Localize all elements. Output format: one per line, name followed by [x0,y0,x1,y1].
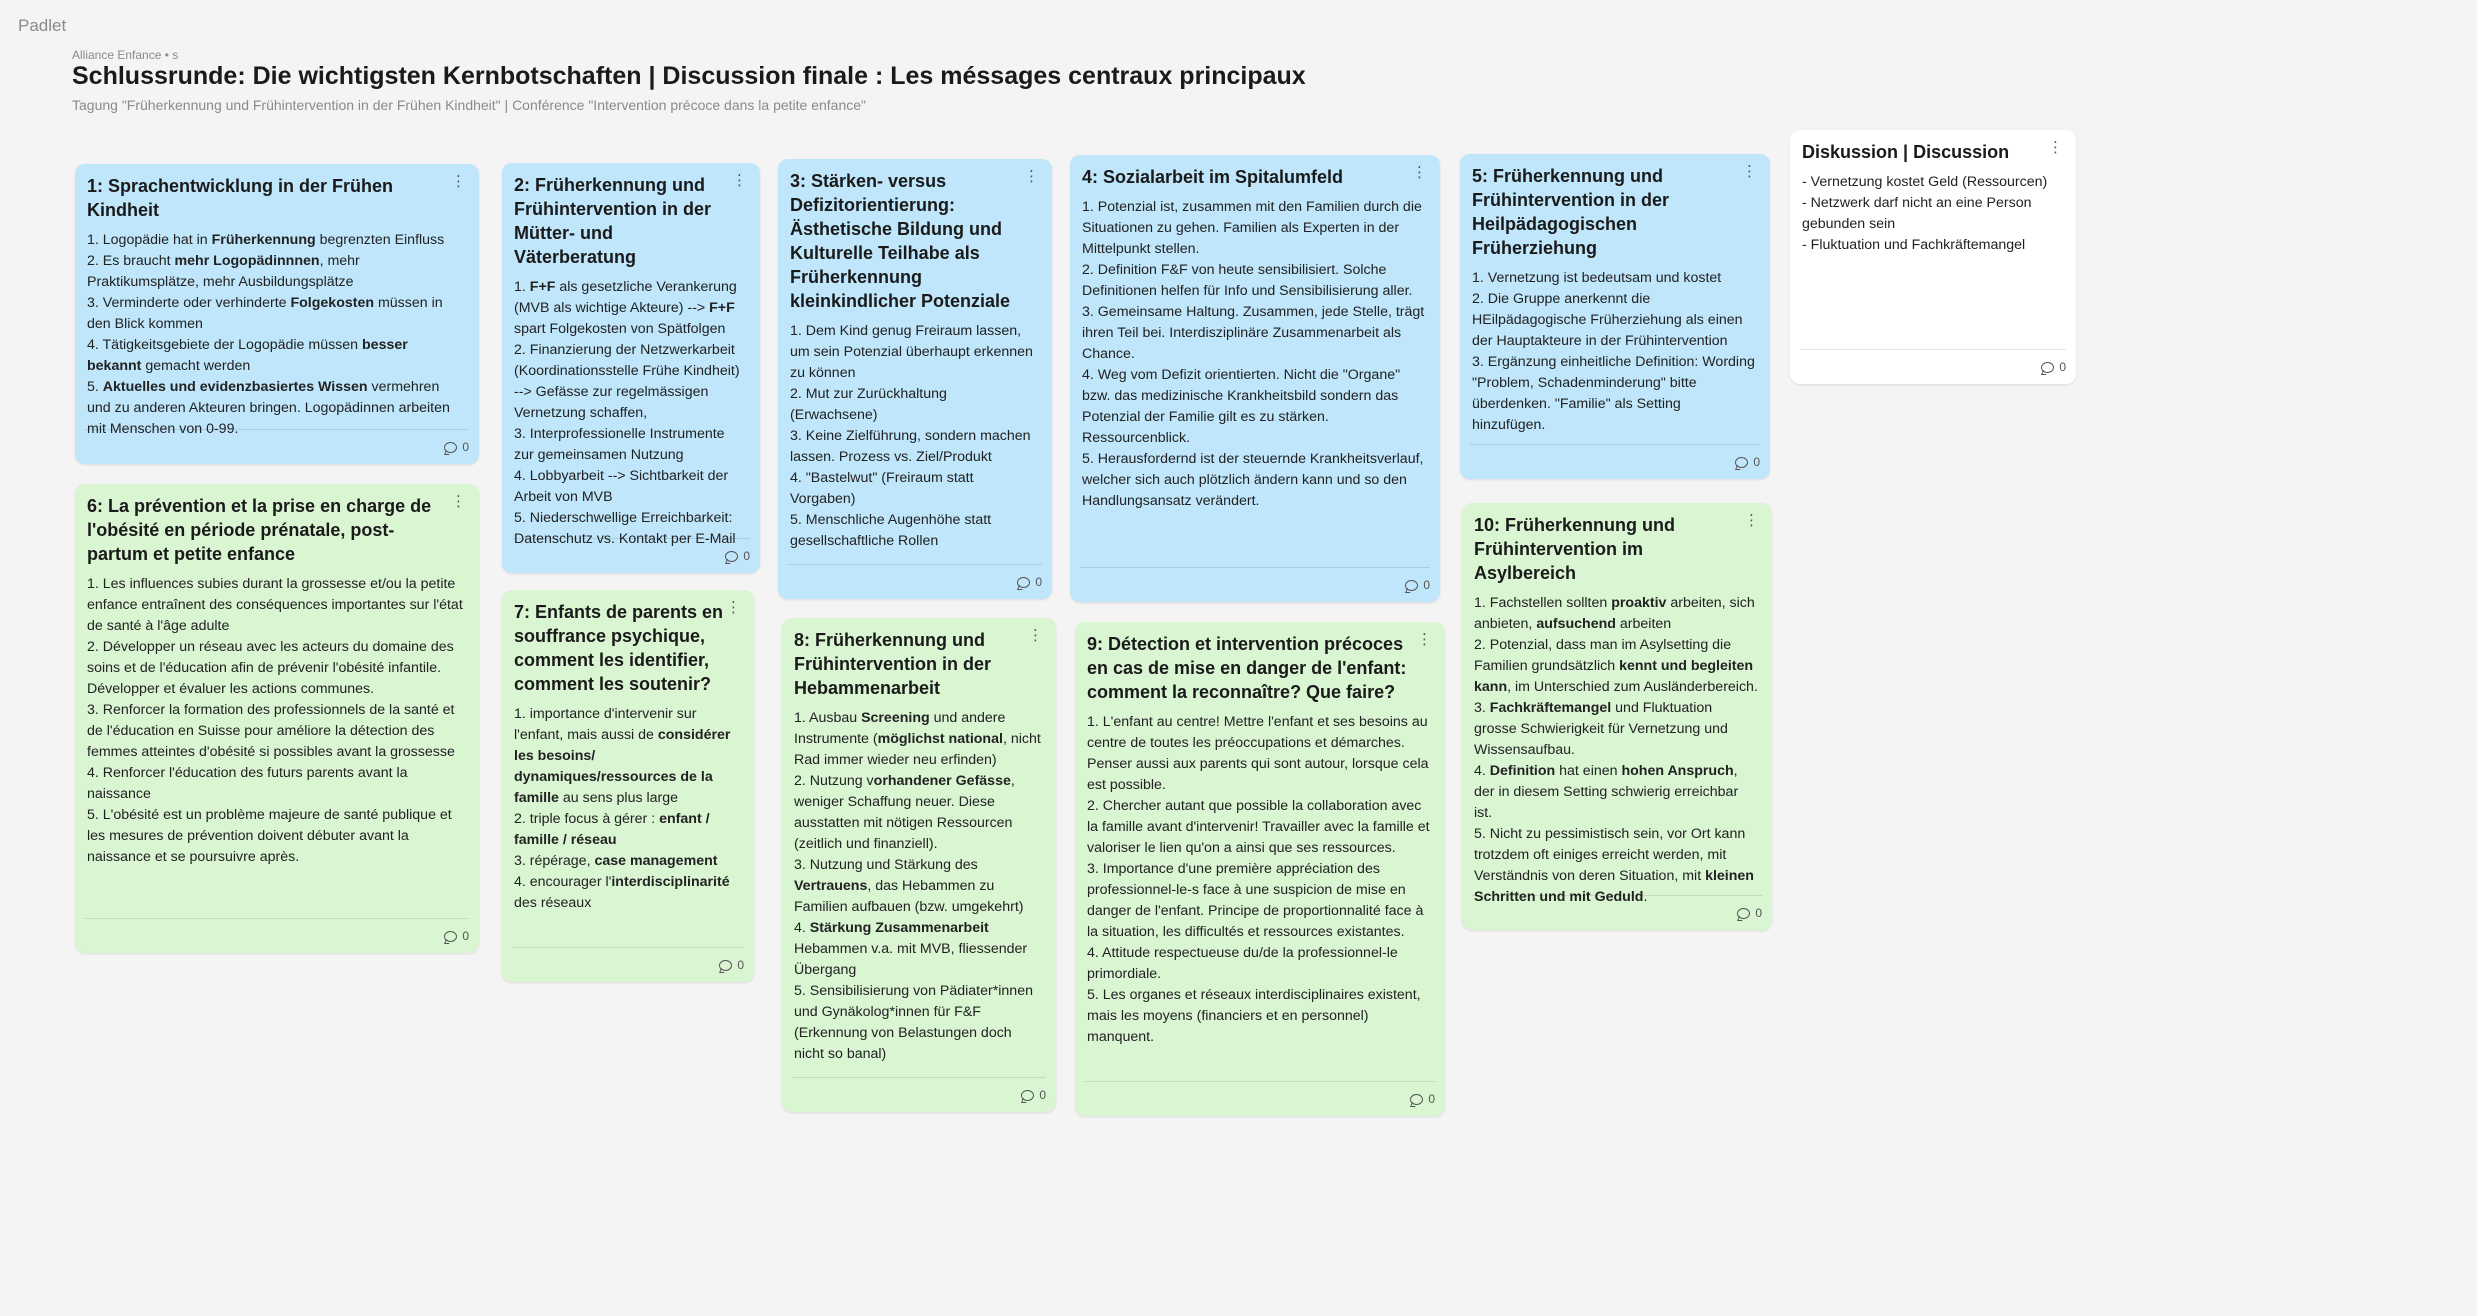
text-span: arbeiten [1615,616,1672,632]
bold-text: kennt und begleiten kann [1474,658,1754,695]
post-title: 3: Stärken- versus Defizitorientierung: Ästhetische Bildung und Kulturelle Teilhabe als Früherkennung kleinkindlicher Potenziale [790,171,1011,311]
comment-count[interactable]: 0 [1428,1092,1435,1106]
text-span: , das Hebammen zu Familien aufbauen (bzw. umgekehrt) [794,878,1024,915]
post-title: 4: Sozialarbeit im Spitalumfeld [1082,167,1344,187]
bold-text: Screening [861,710,930,726]
text-span: und andere Instrumente ( [794,710,1006,747]
post-footer [1470,444,1760,479]
comment-count[interactable]: 0 [1039,1088,1046,1102]
text-span: 3. Importance d'une première appréciation des professionnel-le-s face à une suspicion de mise en danger de l'enfant. Principe de proportionnalité face à la situation, les difficultés et ressources existantes. [1087,861,1424,940]
comment-icon[interactable] [444,442,457,453]
post-line [87,637,465,700]
post-title: 8: Früherkennung und Frühintervention in der Hebammenarbeit [794,630,992,698]
post-line [1082,260,1426,302]
text-span: 4. encourager l' [514,874,612,890]
bold-text: Früherkennung [211,232,316,248]
post-footer [1472,895,1762,930]
text-span: Hebammen v.a. mit MVB, fliessender Übergang [794,941,1028,978]
post-line [1472,352,1756,436]
comment-count[interactable]: 0 [1755,906,1762,920]
post-footer [788,564,1042,599]
comment-icon[interactable] [1021,1090,1034,1101]
post-footer [85,429,469,464]
text-span: 3. Ergänzung einheitliche Definition: Wording "Problem, Schadenminderung" bitte überdenken. "Familie" als Setting hinzufügen. [1472,354,1755,433]
text-span: als gesetzliche Verankerung (MVB als wichtige Akteure) --> [514,279,737,316]
post-line [87,335,465,377]
text-span: 3. [1474,700,1490,716]
post-line [794,771,1042,855]
comment-count[interactable]: 0 [737,958,744,972]
post-card[interactable] [1075,622,1445,1116]
text-span: 1. Vernetzung ist bedeutsam und kostet [1472,270,1722,286]
post-line [514,851,740,872]
post-body [1802,172,2062,256]
text-span: 3. Renforcer la formation des professionnels de la santé et de l'éducation en Suisse pour améliore la détection des femmes atteintes d'obésité si possibles avant la grossesse [87,702,455,760]
bold-text: Vertrauens [794,878,868,894]
comment-icon[interactable] [1735,457,1748,468]
bold-text: interdisciplinarité [611,874,730,890]
text-span: 1. [514,279,530,295]
post-line [514,704,740,809]
comment-icon[interactable] [1410,1094,1423,1105]
text-span: 1. L'enfant au centre! Mettre l'enfant et ses besoins au centre de toutes les préoccupations et démarches. Penser aussi aux parents qui sont autour, lorsque cela est possible. [1087,714,1429,793]
post-line [514,424,746,466]
text-span: 5. Niederschwellige Erreichbarkeit: Datenschutz vs. Kontakt per E-Mail [514,510,736,547]
text-span: 2. Mut zur Zurückhaltung (Erwachsene) [790,386,947,423]
post-line [1474,761,1758,824]
comment-count[interactable]: 0 [1035,575,1042,589]
text-span: 4. Weg vom Defizit orientierten. Nicht die "Organe" bzw. das medizinische Krankheitsbild sondern das Potenzial der Familie gilt es zu stärken. Ressourcenblick. [1082,367,1401,446]
text-span: 3. Verminderte oder verhinderte [87,295,291,311]
post-title: 5: Früherkennung und Frühintervention in der Heilpädagogischen Früherziehung [1472,166,1670,258]
text-span: 2. Nutzung v [794,773,874,789]
post-body [87,574,465,868]
text-span: 4. Tätigkeitsgebiete der Logopädie müssen [87,337,363,353]
post-title: 6: La prévention et la prise en charge de l'obésité en période prénatale, post-partum et petite enfance [87,496,432,564]
post-line [514,466,746,508]
post-footer [85,918,469,953]
more-vertical-icon[interactable]: ⋮ [1024,168,1039,185]
comment-count[interactable]: 0 [743,549,750,563]
comment-count[interactable]: 0 [1423,578,1430,592]
post-title: 2: Früherkennung und Frühintervention in der Mütter- und Väterberatung [514,175,712,267]
text-span: 4. Attitude respectueuse du/de la professionnel-le primordiale. [1087,945,1398,982]
text-span: arbeiten, sich anbieten, [1474,595,1755,632]
text-span: gemacht werden [141,358,251,374]
text-span: des réseaux [514,895,592,911]
post-line [1472,268,1756,289]
text-span: müssen in den Blick kommen [87,295,443,332]
text-span: 1. Logopädie hat in [87,232,212,248]
more-vertical-icon[interactable]: ⋮ [1028,627,1043,644]
bold-text: besser bekannt [87,337,408,374]
comment-icon[interactable] [1405,580,1418,591]
more-vertical-icon[interactable]: ⋮ [732,172,747,189]
post-footer [512,538,750,573]
text-span: 5. Sensibilisierung von Pädiater*innen und Gynäkolog*innen für F&F (Erkennung von Belastungen doch nicht so banal) [794,983,1033,1062]
post-body [1087,712,1431,1048]
bold-text: möglichst national [877,731,1003,747]
text-span: 2. Potenzial, dass man im Asylsetting die Familien grundsätzlich [1474,637,1732,674]
text-span: und Fluktuation grosse Schwierigkeit für Vernetzung und Wissensaufbau. [1474,700,1728,758]
text-span: hat einen [1555,763,1622,779]
text-span: 3. Gemeinsame Haltung. Zusammen, jede Stelle, trägt ihren Teil bei. Interdisziplinäre Zusammenarbeit als Chance. [1082,304,1425,362]
post-body [87,230,465,440]
post-line [790,510,1038,552]
text-span: 2. Développer un réseau avec les acteurs du domaine des soins et de l'éducation afin de prévenir l'obésité infantile. Développer et évaluer les actions communes. [87,639,454,697]
text-span: 1. Potenzial ist, zusammen mit den Familien durch die Situationen zu gehen. Familien als Experten in der Mittelpunkt stellen. [1082,199,1422,257]
post-card[interactable] [502,590,754,982]
text-span: 3. Interprofessionelle Instrumente zur gemeinsamen Nutzung [514,426,725,463]
bold-text: Aktuelles und evidenzbasiertes Wissen [102,379,368,395]
text-span: 1. Ausbau [794,710,862,726]
bold-text: considérer les besoins/ dynamiques/ressources de la famille [514,727,731,806]
text-span: , der in diesem Setting schwierig erreichbar ist. [1474,763,1739,821]
comment-count[interactable]: 0 [2059,360,2066,374]
comment-count[interactable]: 0 [462,440,469,454]
post-footer [1085,1081,1435,1116]
post-line [514,277,746,340]
post-body [1474,593,1758,908]
post-line [794,708,1042,771]
text-span: , weniger Schaffung neuer. Diese ausstatten mit nötigen Ressourcen (zeitlich und finanziell). [794,773,1015,852]
text-span: - Vernetzung kostet Geld (Ressourcen) [1802,174,2048,190]
board-author[interactable]: Alliance Enfance • s [72,48,179,62]
post-title: 1: Sprachentwicklung in der Frühen Kindheit [87,176,394,220]
post-line [1474,593,1758,635]
bold-text: hohen Anspruch [1621,763,1734,779]
bold-text: aufsuchend [1536,616,1616,632]
comment-count[interactable]: 0 [1753,455,1760,469]
text-span: - Netzwerk darf nicht an eine Person gebunden sein [1802,195,2032,232]
text-span: 5. [87,379,103,395]
bold-text: orhandener Gefässe [873,773,1011,789]
post-card[interactable] [502,163,760,573]
comment-icon[interactable] [444,931,457,942]
post-line [1087,859,1431,943]
post-line [514,340,746,424]
bold-text: F+F [529,279,556,295]
post-footer [1800,349,2066,384]
text-span: . [1643,889,1648,905]
board-subtitle: Tagung "Früherkennung und Frühintervention in der Frühen Kindheit" | Conférence "Intervention précoce dans la petite enfance" [72,97,867,113]
post-line [1087,796,1431,859]
text-span: 2. triple focus à gérer : [514,811,660,827]
board-title: Schlussrunde: Die wichtigsten Kernbotschaften | Discussion finale : Les méssages centraux principaux [72,62,1306,90]
post-body [790,321,1038,552]
post-body [1472,268,1756,436]
text-span: 1. Fachstellen sollten [1474,595,1612,611]
bold-text: Definition [1489,763,1556,779]
text-span: 5. Herausfordernd ist der steuernde Krankheitsverlauf, welcher sich auch plötzlich ändern kann und so den Handlungsansatz verändert. [1082,451,1424,509]
text-span: vermehren und zu anderen Akteuren bringen. Logopädinnen arbeiten mit Menschen von 0-99. [87,379,450,437]
more-vertical-icon[interactable]: ⋮ [451,493,466,510]
text-span: 2. Es braucht [87,253,175,269]
post-line [87,251,465,293]
more-vertical-icon[interactable]: ⋮ [1412,164,1427,181]
post-card[interactable] [75,164,479,464]
post-line [1802,193,2062,235]
text-span: 1. Dem Kind genug Freiraum lassen, um sein Potenzial überhaupt erkennen zu können [790,323,1033,381]
text-span: 1. importance d'intervenir sur l'enfant, mais aussi de [514,706,697,743]
post-title: Diskussion | Discussion [1802,142,2010,162]
more-vertical-icon[interactable]: ⋮ [1742,163,1757,180]
post-body [794,708,1042,1065]
bold-text: F+F [709,300,735,316]
post-line [794,918,1042,981]
post-line [1082,365,1426,449]
text-span: 4. Renforcer l'éducation des futurs parents avant la naissance [87,765,408,802]
bold-text: enfant / famille / réseau [514,811,710,848]
post-line [1082,197,1426,260]
text-span: 5. L'obésité est un problème majeure de santé publique et les mesures de prévention doivent débuter avant la naissance et se poursuivre après. [87,807,452,865]
text-span: 3. répérage, [514,853,595,869]
text-span: , nicht Rad immer wieder neu erfinden) [794,731,1041,768]
post-footer [792,1077,1046,1112]
post-line [514,872,740,914]
text-span: 2. Chercher autant que possible la collaboration avec la famille avant d'intervenir! Travailler avec la famille et valoriser le lien qu'on a ainsi que ses ressources. [1087,798,1430,856]
post-footer [1080,567,1430,602]
post-line [1472,289,1756,352]
comment-icon[interactable] [1737,908,1750,919]
post-title: 7: Enfants de parents en souffrance psychique, comment les identifier, comment les soutenir? [514,602,724,694]
text-span: 5. Les organes et réseaux interdisciplinaires existent, mais les moyens (financiers et en personnel) manquent. [1087,987,1421,1045]
comment-icon[interactable] [725,551,738,562]
text-span: spart Folgekosten von Spätfolgen [514,321,726,337]
more-vertical-icon[interactable]: ⋮ [451,173,466,190]
post-line [87,763,465,805]
post-card[interactable] [1070,155,1440,602]
post-title: 10: Früherkennung und Frühintervention im Asylbereich [1474,515,1676,583]
post-line [87,574,465,637]
text-span: 5. Menschliche Augenhöhe statt gesellschaftliche Rollen [790,512,992,549]
post-line [87,805,465,868]
post-line [1474,635,1758,698]
post-line [794,981,1042,1065]
text-span: 2. Finanzierung der Netzwerkarbeit (Koordinationsstelle Frühe Kindheit) --> Gefässe zur regelmässigen Vernetzung schaffen, [514,342,740,421]
text-span: 3. Nutzung und Stärkung des [794,857,978,873]
post-line [1087,985,1431,1048]
comment-icon[interactable] [719,960,732,971]
more-vertical-icon[interactable]: ⋮ [2048,139,2063,156]
bold-text: mehr Logopädinnnen [174,253,320,269]
post-card[interactable] [75,484,479,953]
post-body [1082,197,1426,512]
post-line [1082,449,1426,512]
post-line [790,426,1038,468]
text-span: 2. Die Gruppe anerkennt die HEilpädagogische Früherziehung als einen der Hauptakteure in der Frühintervention [1472,291,1743,349]
bold-text: case management [594,853,718,869]
post-card[interactable] [1790,130,2076,384]
text-span: 4. [794,920,810,936]
comment-icon[interactable] [2041,362,2054,373]
post-line [1802,172,2062,193]
text-span: 4. Lobbyarbeit --> Sichtbarkeit der Arbeit von MVB [514,468,729,505]
post-line [1087,943,1431,985]
post-card[interactable] [1462,503,1772,930]
text-span: 4. [1474,763,1490,779]
text-span: 3. Keine Zielführung, sondern machen lassen. Prozess vs. Ziel/Produkt [790,428,1031,465]
post-card[interactable] [782,618,1056,1112]
text-span: , im Unterschied zum Ausländerbereich. [1507,679,1758,695]
post-card[interactable] [778,159,1052,599]
more-vertical-icon[interactable]: ⋮ [1417,631,1432,648]
padlet-logo[interactable]: Padlet [18,16,67,35]
post-line [790,384,1038,426]
post-line [790,468,1038,510]
post-line [87,293,465,335]
more-vertical-icon[interactable]: ⋮ [726,599,741,616]
bold-text: proaktiv [1611,595,1667,611]
text-span: 2. Definition F&F von heute sensibilisiert. Solche Definitionen helfen für Info und Sensibilisierung aller. [1082,262,1413,299]
text-span: , mehr Praktikumsplätze, mehr Ausbildungsplätze [87,253,360,290]
bold-text: Stärkung Zusammenarbeit [809,920,989,936]
more-vertical-icon[interactable]: ⋮ [1744,512,1759,529]
post-line [1474,698,1758,761]
bold-text: Fachkräftemangel [1489,700,1612,716]
text-span: 4. "Bastelwut" (Freiraum statt Vorgaben) [790,470,974,507]
bold-text: Folgekosten [290,295,375,311]
comment-icon[interactable] [1017,577,1030,588]
post-card[interactable] [1460,154,1770,479]
bold-text: kleinen Schritten und mit Geduld [1474,868,1754,905]
post-line [514,809,740,851]
post-line [1087,712,1431,796]
comment-count[interactable]: 0 [462,929,469,943]
text-span: begrenzten Einfluss [315,232,445,248]
post-line [1802,235,2062,256]
post-line [87,700,465,763]
text-span: au sens plus large [558,790,679,806]
post-body [514,704,740,914]
text-span: 1. Les influences subies durant la grossesse et/ou la petite enfance entraînent des conséquences importantes sur l'état de santé à l'âge adulte [87,576,463,634]
post-line [794,855,1042,918]
post-line [1082,302,1426,365]
text-span: 5. Nicht zu pessimistisch sein, vor Ort kann trotzdem oft einiges erreicht werden, mit Verständnis von deren Situation, mit [1474,826,1746,884]
post-footer [512,947,744,982]
post-body [514,277,746,550]
post-line [790,321,1038,384]
post-line [87,230,465,251]
post-title: 9: Détection et intervention précoces en cas de mise en danger de l'enfant: comment la reconnaître? Que faire? [1087,634,1407,702]
text-span: - Fluktuation und Fachkräftemangel [1802,237,2026,253]
